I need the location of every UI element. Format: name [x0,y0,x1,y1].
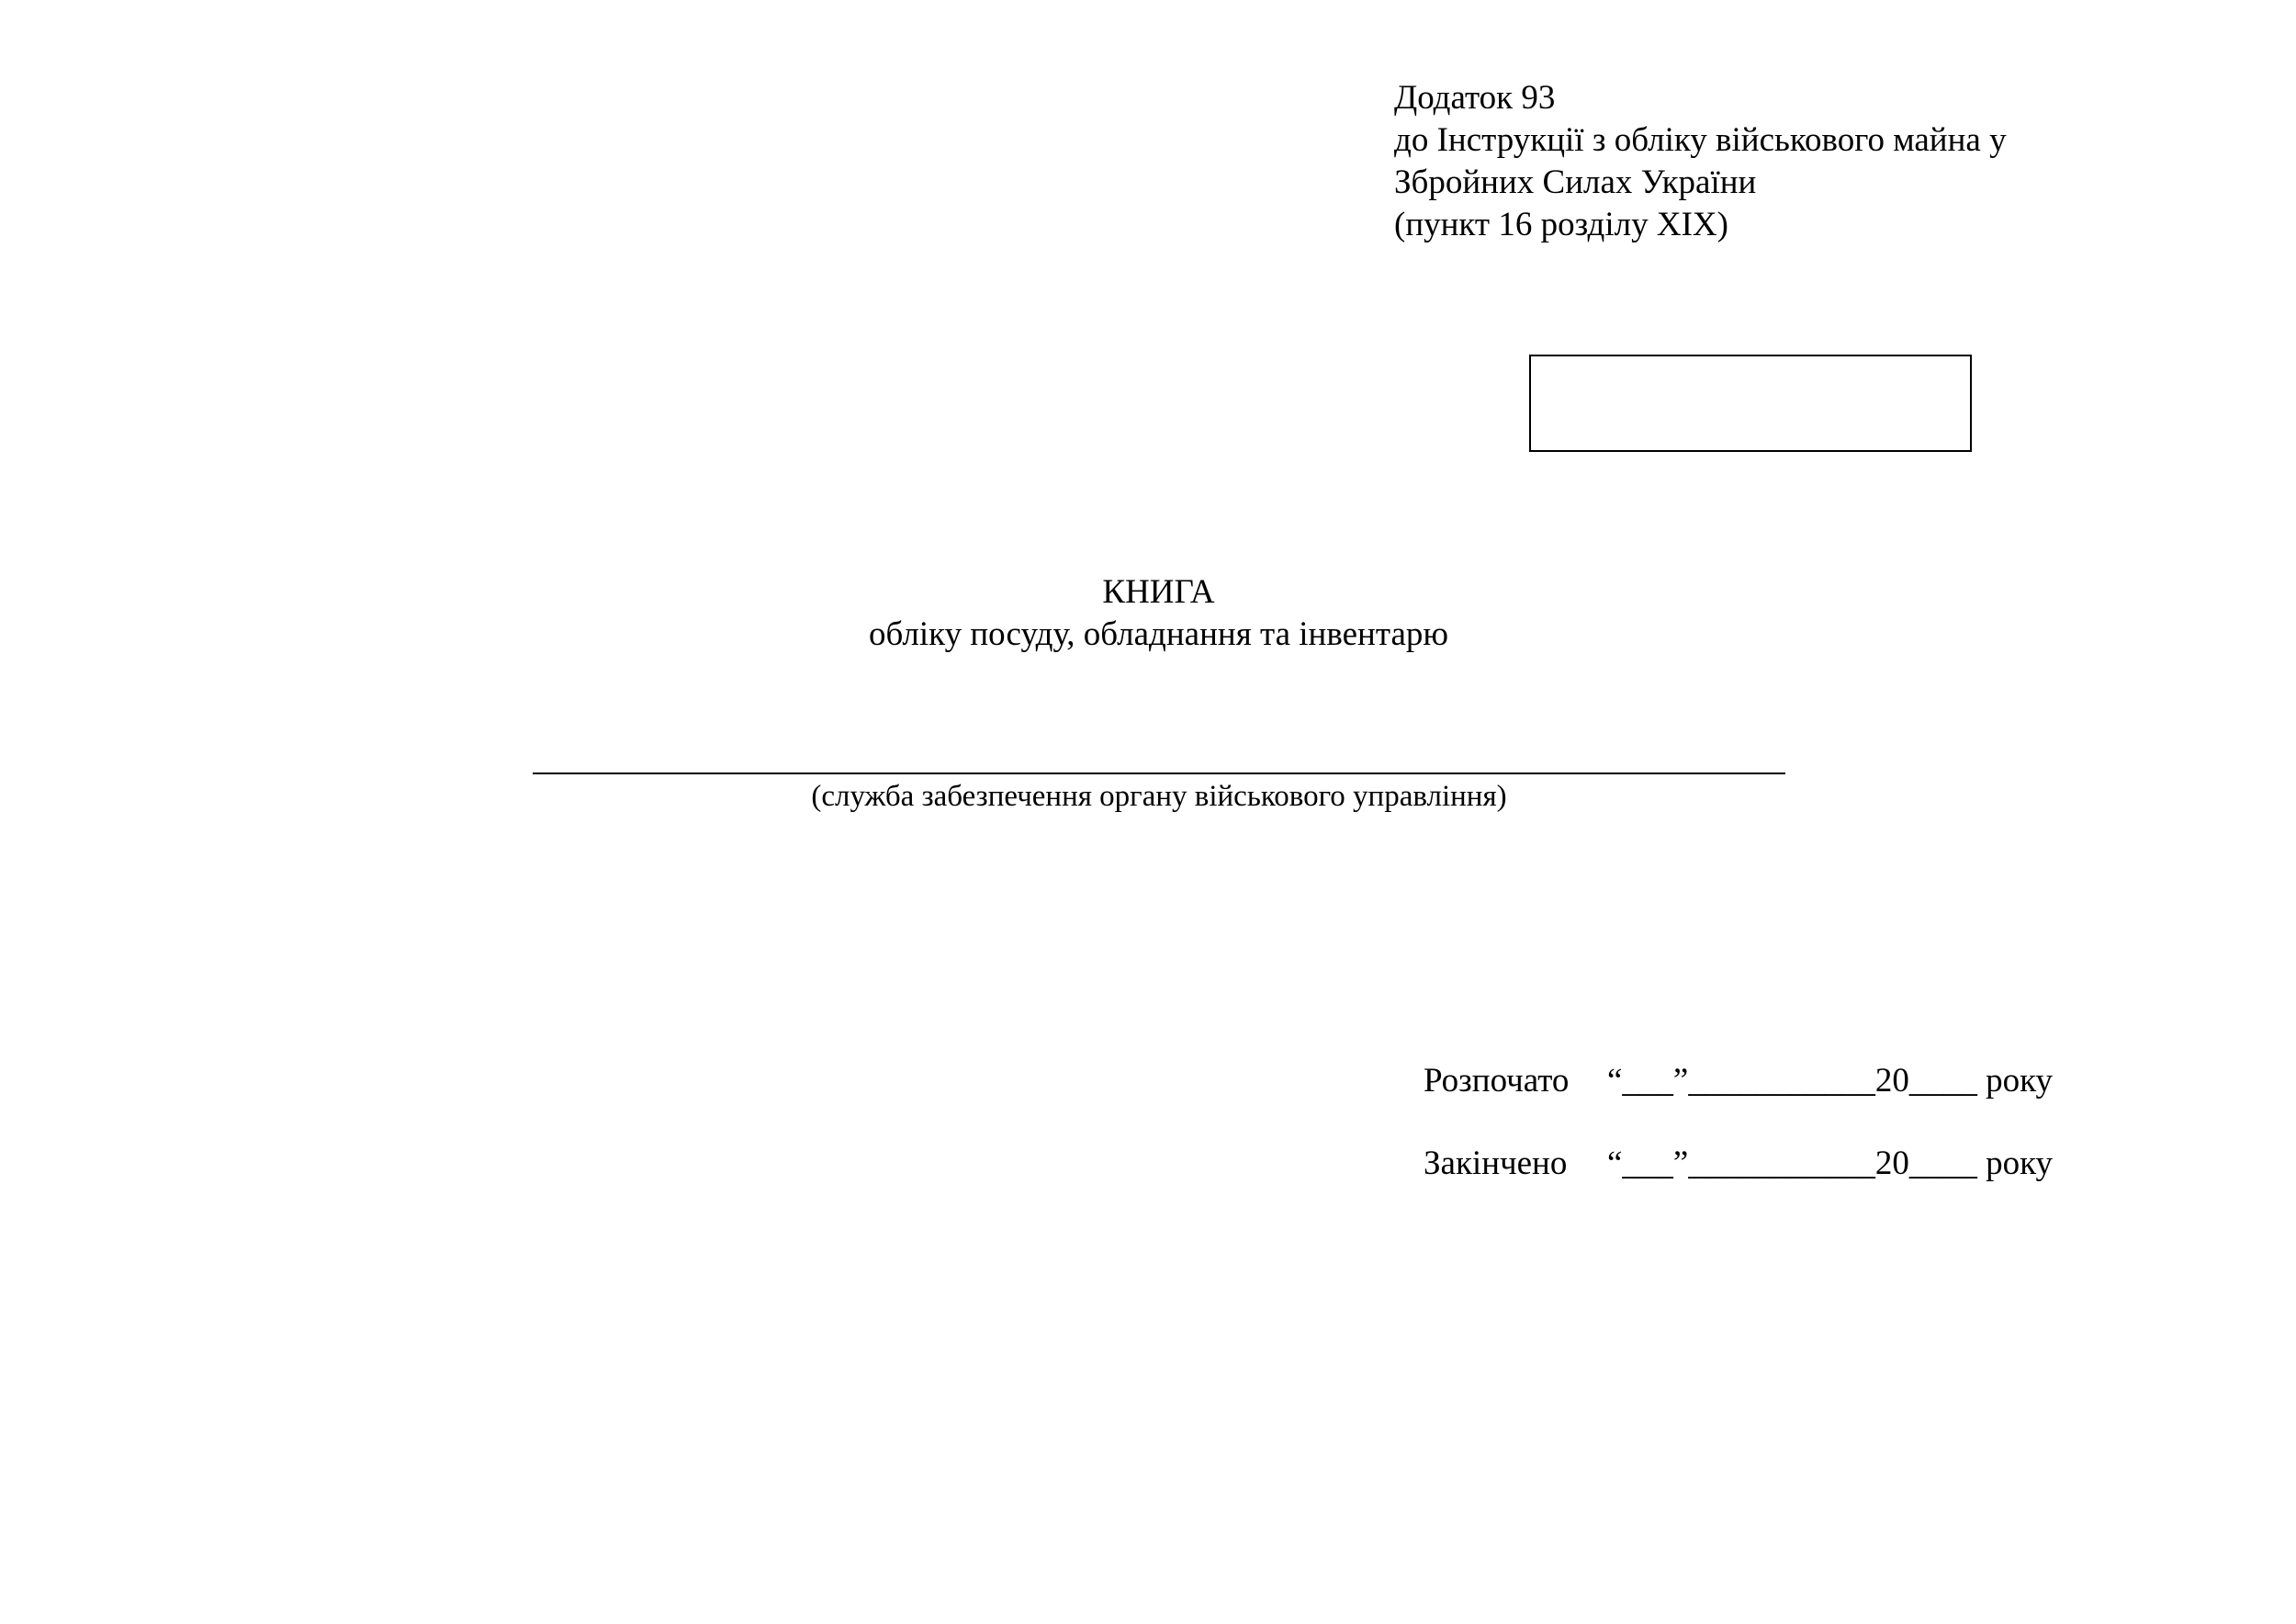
finished-date-field: “___”___________20____ року [1607,1145,2054,1182]
service-fill-line [533,773,1785,774]
appendix-clause-line: (пункт 16 розділу XIX) [1394,206,1728,243]
started-date-field: “___”___________20____ року [1607,1062,2054,1100]
book-title-subtitle: обліку посуду, обладнання та інвентарю [868,615,1449,653]
started-label: Розпочато [1424,1062,1570,1100]
appendix-instruction-line: до Інструкції з обліку військового майна у [1394,121,2007,159]
service-caption: (служба забезпечення органу військового управління) [811,780,1507,813]
book-title [0,571,2296,656]
book-title-main: КНИГА [1102,573,1215,611]
appendix-forces-line: Збройних Силах України [1394,164,1757,201]
started-date-row [1424,1060,2053,1102]
finished-date-row [1424,1143,2053,1185]
finished-label: Закінчено [1424,1145,1568,1182]
appendix-reference [1394,77,2007,246]
appendix-number: Додаток 93 [1394,79,1556,117]
registration-box [1529,355,1972,452]
